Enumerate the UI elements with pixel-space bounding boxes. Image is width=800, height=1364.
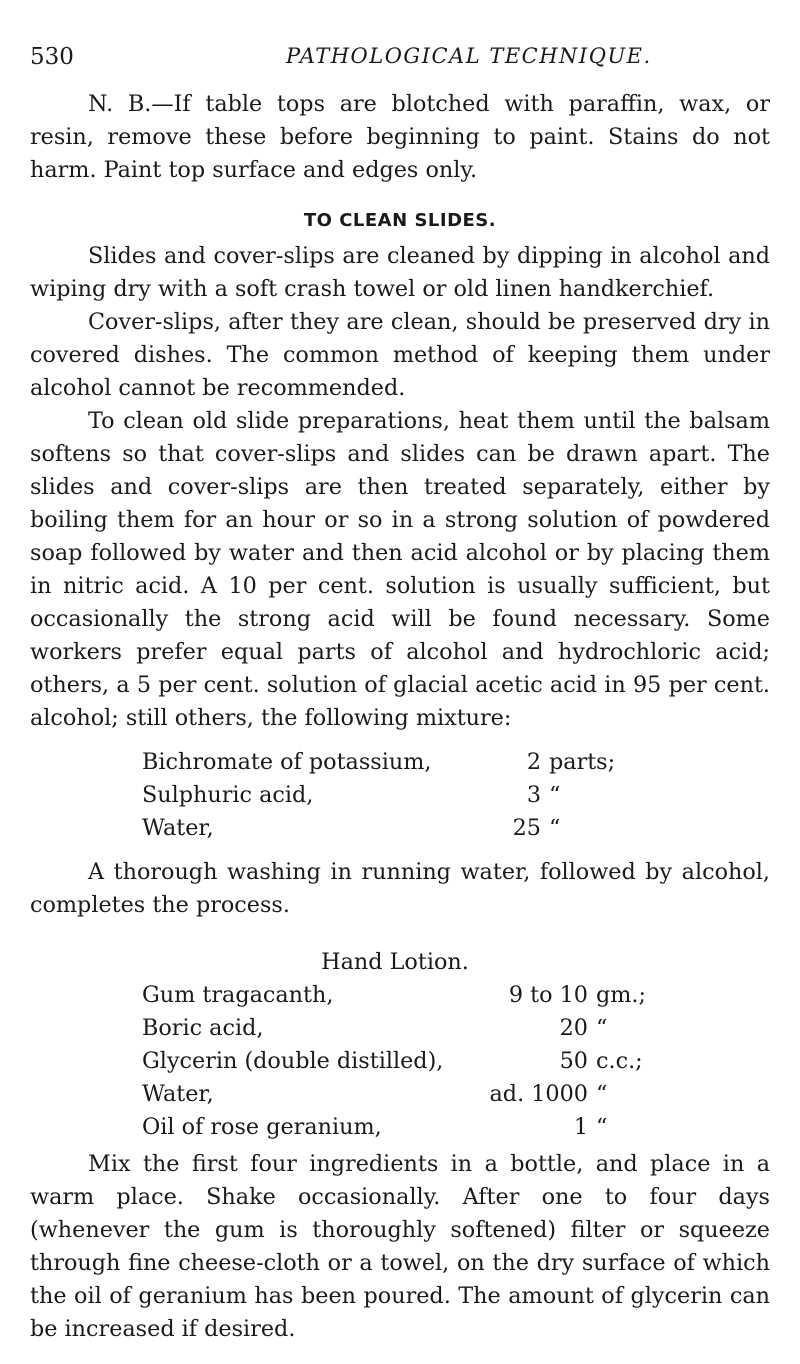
formula-unit: parts;	[549, 749, 616, 775]
note-paragraph: N. B.—If table tops are blotched with paraffin, wax, or resin, remove these before beginning to paint. Stains do not harm. Paint top surface and edges only.	[30, 91, 770, 183]
lotion-ingredient: Boric acid,	[142, 1015, 264, 1041]
paragraph: Mix the first four ingredients in a bottle, and place in a warm place. Shake occasionally. After one to four days (whenever the gum is thoroughly softened) filter or squeeze through fine cheese-cloth or a towel, on the dry surface of which the oil of geranium has been poured. The amount of glycerin can be increased if desired.	[30, 1151, 770, 1342]
lotion-ingredient: Water,	[142, 1081, 214, 1107]
lotion-ingredient: Gum tragacanth,	[142, 982, 334, 1008]
lotion-ingredient: Oil of rose geranium,	[142, 1114, 382, 1140]
lotion-ingredient: Glycerin (double distilled),	[142, 1048, 444, 1074]
lotion-unit: gm.;	[596, 982, 647, 1008]
lotion-amount: 1	[573, 1114, 588, 1140]
paragraph: To clean old slide preparations, heat them until the balsam softens so that cover-slips and slides can be drawn apart. The slides and cover-slips are then treated separately, either by boiling them for an hour or so in a strong solution of powdered soap followed by water and then acid alcohol or by placing them in nitric acid. A 10 per cent. solution is usually sufficient, but occasionally the strong acid will be found necessary. Some workers prefer equal parts of alcohol and hydrochloric acid; others, a 5 per cent. solution of glacial acetic acid in 95 per cent. alcohol; still others, the following mixture:	[30, 408, 770, 731]
body-text	[30, 88, 770, 1346]
formula-ingredient: Bichromate of potassium,	[142, 749, 432, 775]
lotion-row	[142, 1045, 770, 1078]
formula-amount: 2	[526, 749, 541, 775]
formula-row	[142, 812, 770, 845]
formula-row	[142, 779, 770, 812]
lotion-unit: “	[596, 1015, 608, 1041]
formula-amount: 25	[512, 815, 541, 841]
lotion-unit: c.c.;	[596, 1048, 643, 1074]
lotion-row	[142, 1012, 770, 1045]
lotion-unit: “	[596, 1114, 608, 1140]
paragraph: Cover-slips, after they are clean, should be preserved dry in covered dishes. The common method of keeping them under alcohol cannot be recommended.	[30, 309, 770, 401]
running-head	[30, 44, 770, 80]
hand-lotion-formula	[30, 979, 770, 1144]
formula-row	[142, 746, 770, 779]
formula-ingredient: Water,	[142, 815, 214, 841]
formula-unit: “	[549, 782, 561, 808]
lotion-amount: ad. 1000	[489, 1081, 588, 1107]
section-heading: TO CLEAN SLIDES.	[303, 210, 497, 231]
formula-amount: 3	[526, 782, 541, 808]
lotion-amount: 9 to 10	[508, 982, 588, 1008]
formula-ingredient: Sulphuric acid,	[142, 782, 314, 808]
cleaning-mixture-formula	[30, 746, 770, 845]
lotion-row	[142, 1111, 770, 1144]
lotion-unit: “	[596, 1081, 608, 1107]
running-title: PATHOLOGICAL TECHNIQUE.	[286, 44, 652, 68]
lotion-amount: 20	[559, 1015, 588, 1041]
lotion-amount: 50	[559, 1048, 588, 1074]
lotion-row	[142, 979, 770, 1012]
formula-unit: “	[549, 815, 561, 841]
hand-lotion-title: Hand Lotion.	[321, 949, 469, 975]
paragraph: A thorough washing in running water, followed by alcohol, completes the process.	[30, 859, 770, 918]
paragraph: Slides and cover-slips are cleaned by dipping in alcohol and wiping dry with a soft crash towel or old linen handkerchief.	[30, 243, 770, 302]
lotion-row	[142, 1078, 770, 1111]
page-number: 530	[30, 44, 74, 70]
